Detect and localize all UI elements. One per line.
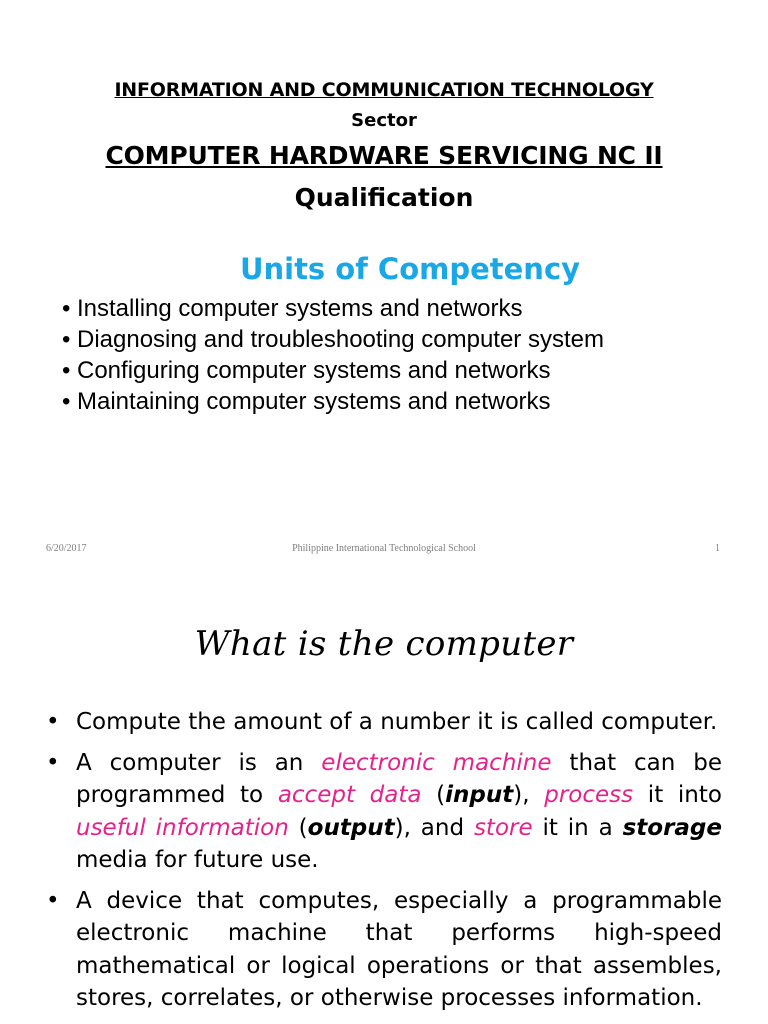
- bullet-icon: •: [46, 887, 60, 914]
- qualification-subtitle: Qualification: [294, 183, 474, 212]
- bullet-icon: •: [46, 749, 60, 776]
- unit-text: Maintaining computer systems and networks: [77, 388, 551, 415]
- emphasis-input: input: [445, 782, 514, 808]
- bullet-icon: •: [46, 709, 60, 735]
- units-list: [62, 293, 604, 417]
- sector-title: INFORMATION AND COMMUNICATION TECHNOLOGY: [114, 79, 654, 101]
- emphasis-useful-information: useful information: [76, 814, 289, 841]
- definition-item: [46, 747, 722, 877]
- emphasis-accept-data: accept data: [277, 782, 422, 808]
- qualification-title: COMPUTER HARDWARE SERVICING NC II: [105, 141, 663, 170]
- footer-date: 6/20/2017: [46, 543, 87, 554]
- text-run: that can be programmed to: [76, 749, 722, 808]
- units-heading: Units of Competency: [239, 252, 581, 286]
- slide-title: What is the computer: [194, 624, 574, 664]
- definition-list: [46, 706, 722, 1023]
- emphasis-store: store: [473, 814, 533, 841]
- unit-text: Diagnosing and troubleshooting computer system: [77, 326, 604, 353]
- definition-text: [76, 750, 722, 874]
- emphasis-storage: storage: [622, 814, 722, 841]
- unit-text: Installing computer systems and networks: [77, 295, 523, 322]
- unit-item: [62, 386, 604, 417]
- unit-text: Configuring computer systems and networks: [77, 357, 551, 384]
- definition-item: [46, 885, 722, 1015]
- text-run: ), and: [394, 814, 474, 841]
- emphasis-process: process: [544, 782, 634, 808]
- text-run: A computer is an: [76, 749, 322, 776]
- unit-item: [62, 355, 604, 386]
- text-run: media for future use.: [76, 847, 319, 873]
- emphasis-electronic-machine: electronic machine: [321, 749, 552, 776]
- slide-2: [0, 576, 768, 1024]
- text-run: (: [288, 814, 308, 841]
- text-run: it into: [633, 782, 722, 808]
- text-run: ),: [513, 782, 545, 808]
- bullet-icon: •: [62, 326, 71, 353]
- footer-page-number: 1: [715, 543, 720, 554]
- definition-item: [46, 706, 722, 739]
- bullet-icon: •: [62, 388, 71, 415]
- bullet-icon: •: [62, 295, 71, 322]
- text-run: it in a: [532, 814, 623, 841]
- footer-school: Philippine International Technological School: [292, 543, 476, 554]
- text-run: (: [421, 782, 446, 808]
- definition-text: Compute the amount of a number it is called computer.: [76, 709, 718, 735]
- bullet-icon: •: [62, 357, 71, 384]
- unit-item: [62, 324, 604, 355]
- emphasis-output: output: [307, 814, 395, 841]
- sector-subtitle: Sector: [351, 110, 417, 131]
- unit-item: [62, 293, 604, 324]
- definition-text: A device that computes, especially a programmable electronic machine that performs high-speed mathematical or logical operations or that assembles, stores, correlates, or otherwise processes information.: [76, 887, 722, 1011]
